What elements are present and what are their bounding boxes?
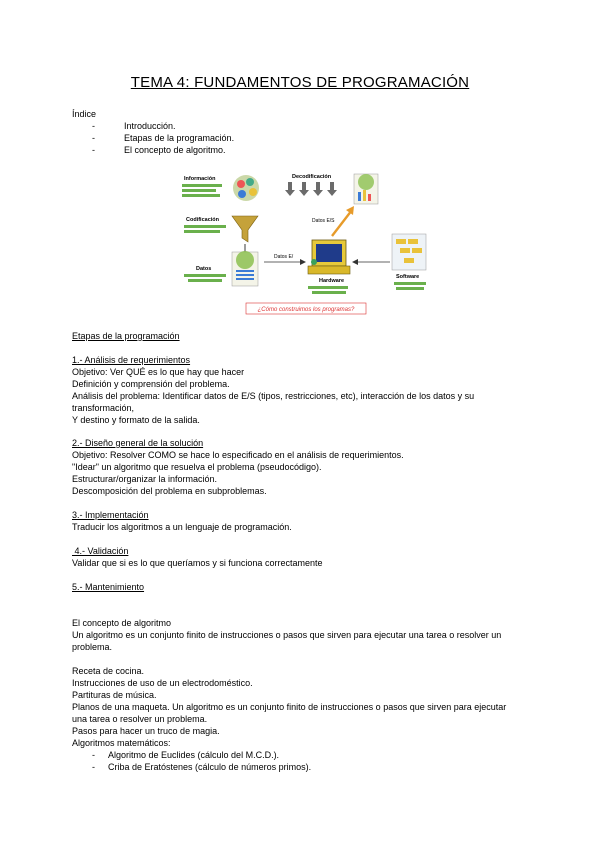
body-line: Traducir los algoritmos a un lenguaje de programación. [72, 522, 292, 532]
index-item: El concepto de algoritmo. [124, 145, 226, 155]
example-line: Algoritmos matemáticos: [72, 738, 171, 748]
document-title: TEMA 4: FUNDAMENTOS DE PROGRAMACIÓN [130, 74, 470, 91]
body-line: Y destino y formato de la salida. [72, 415, 200, 425]
funnel-icon [232, 216, 258, 242]
example-line: Pasos para hacer un truco de magia. [72, 726, 220, 736]
label-datos-es-out: Datos E/S [312, 218, 335, 224]
label-datos: Datos [196, 266, 212, 272]
bullet-dash: - [92, 762, 95, 772]
body-line: Objetivo: Ver QUÉ es lo que hay que hacer [72, 367, 245, 377]
example-line: Instrucciones de uso de un electrodoméstico. [72, 678, 253, 688]
subsection-heading: 4.- Validación [72, 546, 129, 556]
bullet-dash: - [92, 750, 95, 760]
example-line: una tarea o resolver un problema. [72, 714, 208, 724]
output-document-icon [354, 174, 378, 204]
subsection-heading: 3.- Implementación [72, 510, 149, 520]
body-line: "Idear" un algoritmo que resuelva el problema (pseudocódigo). [72, 462, 322, 472]
example-line: Receta de cocina. [72, 666, 145, 676]
body-line: Descomposición del problema en subproblemas. [72, 486, 267, 496]
diagram-caption: ¿Cómo construimos los programas? [257, 307, 355, 313]
data-sheet-icon [232, 251, 258, 286]
bullet-dash: - [92, 133, 95, 143]
index-item: Introducción. [124, 121, 176, 131]
decode-arrows-icon [285, 182, 337, 196]
label-codificacion: Codificación [186, 217, 220, 223]
green-note-line [182, 184, 222, 187]
subsection-heading: 5.- Mantenimiento [72, 582, 145, 592]
body-line: transformación, [72, 403, 135, 413]
index-item: Etapas de la programación. [124, 133, 235, 143]
body-line: Estructurar/organizar la información. [72, 474, 218, 484]
math-item: Criba de Eratóstenes (cálculo de números primos). [108, 762, 312, 772]
software-document-icon [392, 234, 426, 270]
bullet-dash: - [92, 121, 95, 131]
subsection-heading: 2.- Diseño general de la solución [72, 438, 204, 448]
label-informacion: Información [184, 176, 216, 182]
math-item: Algoritmo de Euclides (cálculo del M.C.D.). [108, 750, 280, 760]
subsection-heading: 1.- Análisis de requerimientos [72, 355, 191, 365]
index-heading: Índice [72, 109, 97, 119]
label-datos-es-in: Datos E/ [274, 254, 294, 260]
body-line: Un algoritmo es un conjunto finito de instrucciones o pasos que sirven para ejecutar una tarea o resolver un [72, 630, 502, 640]
bullet-dash: - [92, 145, 95, 155]
body-line: problema. [72, 642, 113, 652]
information-sphere-icon [233, 175, 259, 201]
body-line: Objetivo: Resolver COMO se hace lo especificado en el análisis de requerimientos. [72, 450, 404, 460]
label-decodificacion: Decodificación [292, 174, 332, 180]
example-line: Planos de una maqueta. Un algoritmo es un conjunto finito de instrucciones o pasos que sirven para ejecutar [72, 702, 507, 712]
computer-icon [308, 240, 350, 274]
label-hardware: Hardware [319, 278, 345, 284]
body-line: Análisis del problema: Identificar datos de E/S (tipos, restricciones, etc), interacción de los datos y su [72, 391, 475, 401]
example-line: Partituras de música. [72, 690, 157, 700]
arrow-up-icon [332, 210, 352, 236]
body-line: Definición y comprensión del problema. [72, 379, 230, 389]
section-heading-algoritmo: El concepto de algoritmo [72, 618, 172, 628]
section-heading-etapas: Etapas de la programación [72, 331, 180, 341]
body-line: Validar que si es lo que queríamos y si funciona correctamente [72, 558, 323, 568]
label-software: Software [396, 274, 420, 280]
programming-diagram [176, 166, 440, 318]
